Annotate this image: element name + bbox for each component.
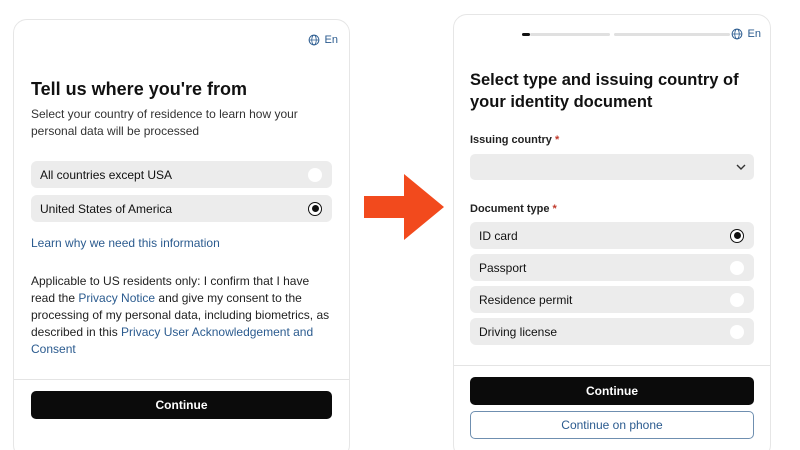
radio-selected[interactable] <box>308 202 322 216</box>
consent-line: Applicable to US residents only: I confirm that I have <box>31 274 310 288</box>
document-option-passport[interactable] <box>470 254 754 281</box>
subtitle-line: personal data will be processed <box>31 124 200 138</box>
privacy-acknowledgement-link-cont[interactable]: Consent <box>31 342 76 356</box>
document-type-label <box>470 203 557 215</box>
footer-divider <box>14 379 350 380</box>
page-subtitle <box>31 106 298 140</box>
country-selection-screen <box>13 19 350 450</box>
consent-text-segment: read the <box>31 291 79 305</box>
field-label-text: Document type <box>470 203 550 215</box>
progress-step <box>530 33 610 36</box>
consent-line <box>31 290 329 307</box>
progress-step-active <box>522 33 530 36</box>
required-mark: * <box>552 203 557 215</box>
flow-arrow-icon <box>364 174 444 240</box>
language-label: En <box>747 28 761 40</box>
title-line: your identity document <box>470 93 653 111</box>
page-title: Tell us where you're from <box>31 79 247 99</box>
consent-text-segment: and give my consent to the <box>155 291 302 305</box>
footer-divider <box>454 365 771 366</box>
option-label: Driving license <box>479 324 558 339</box>
consent-text-segment: described in this <box>31 325 122 339</box>
option-label: Passport <box>479 260 527 275</box>
globe-icon <box>308 34 320 46</box>
radio-unselected[interactable] <box>730 325 744 339</box>
document-selection-screen <box>453 14 771 450</box>
option-label: United States of America <box>40 201 173 216</box>
progress-step <box>614 33 730 36</box>
consent-text <box>31 273 329 358</box>
document-option-driving-license[interactable] <box>470 318 754 345</box>
document-option-id-card[interactable] <box>470 222 754 249</box>
issuing-country-label <box>470 134 559 146</box>
privacy-acknowledgement-link[interactable]: Privacy User Acknowledgement and <box>121 325 314 339</box>
country-option-all-except-usa[interactable] <box>31 161 332 188</box>
language-selector[interactable] <box>308 34 338 46</box>
document-option-residence-permit[interactable] <box>470 286 754 313</box>
issuing-country-select[interactable] <box>470 154 754 180</box>
option-label: ID card <box>479 228 518 243</box>
consent-line: processing of my personal data, including biometrics, as <box>31 308 330 322</box>
continue-button[interactable]: Continue <box>470 377 754 405</box>
radio-unselected[interactable] <box>730 261 744 275</box>
radio-unselected[interactable] <box>730 293 744 307</box>
privacy-notice-link[interactable]: Privacy Notice <box>78 291 156 305</box>
globe-icon <box>731 28 743 40</box>
required-mark: * <box>554 134 560 146</box>
title-line: Select type and issuing country of <box>470 71 739 89</box>
option-label: All countries except USA <box>40 167 173 182</box>
continue-button[interactable]: Continue <box>31 391 332 419</box>
page-title <box>470 69 739 113</box>
continue-on-phone-button[interactable]: Continue on phone <box>470 411 754 439</box>
country-option-usa[interactable] <box>31 195 332 222</box>
language-label: En <box>324 34 338 46</box>
chevron-down-icon <box>736 162 746 172</box>
field-label-text: Issuing country <box>470 134 552 146</box>
language-selector[interactable] <box>731 28 761 40</box>
learn-why-link[interactable]: Learn why we need this information <box>31 236 220 250</box>
radio-selected[interactable] <box>730 229 744 243</box>
option-label: Residence permit <box>479 292 573 307</box>
consent-line <box>31 324 329 341</box>
subtitle-line: Select your country of residence to learn how your <box>31 107 298 121</box>
radio-unselected[interactable] <box>308 168 322 182</box>
